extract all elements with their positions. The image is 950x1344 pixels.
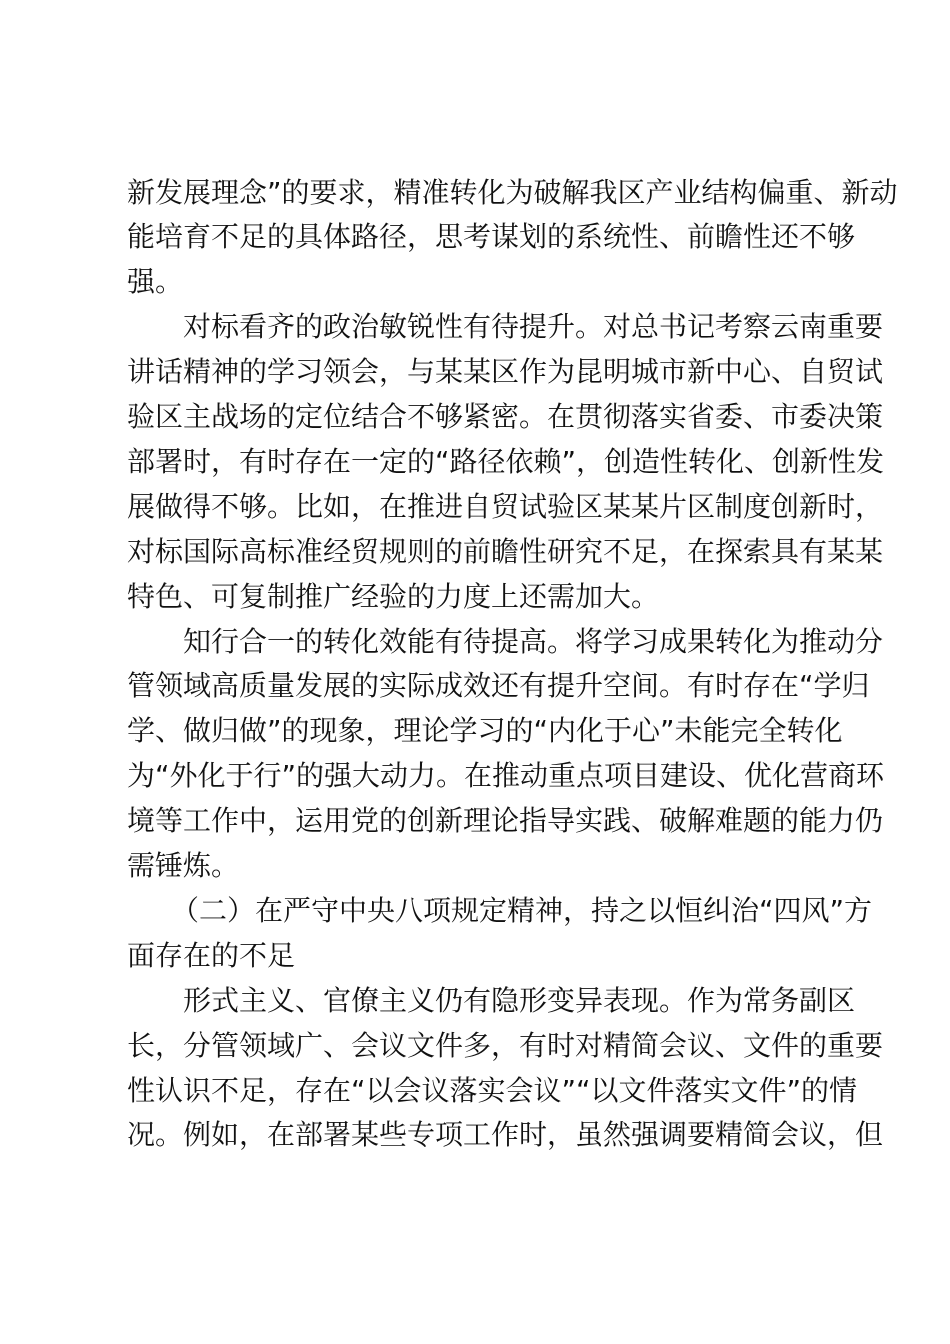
text-line: 性认识不足，存在“以会议落实会议”“以文件落实文件”的情	[127, 1074, 858, 1107]
section-heading-line: （二）在严守中央八项规定精神，持之以恒纠治“四风”方	[171, 894, 873, 927]
text-line: 管领域高质量发展的实际成效还有提升空间。有时存在“学归	[127, 669, 870, 702]
text-line: 部署时，有时存在一定的“路径依赖”，创造性转化、创新性发	[127, 445, 885, 478]
text-line: 长，分管领域广、会议文件多，有时对精简会议、文件的重要	[127, 1029, 884, 1062]
text-line: 学、做归做”的现象，理论学习的“内化于心”未能完全转化	[127, 714, 843, 747]
text-line: 需锤炼。	[127, 849, 240, 882]
paragraph-start-line: 形式主义、官僚主义仍有隐形变异表现。作为常务副区	[183, 984, 856, 1017]
text-line: 新发展理念”的要求，精准转化为破解我区产业结构偏重、新动	[127, 176, 898, 209]
text-line: 对标国际高标准经贸规则的前瞻性研究不足，在探索具有某某	[127, 535, 884, 568]
text-line: 展做得不够。比如，在推进自贸试验区某某片区制度创新时，	[127, 490, 884, 523]
text-line: 能培育不足的具体路径，思考谋划的系统性、前瞻性还不够	[127, 220, 856, 253]
text-line: 境等工作中，运用党的创新理论指导实践、破解难题的能力仍	[127, 804, 884, 837]
text-line: 讲话精神的学习领会，与某某区作为昆明城市新中心、自贸试	[127, 355, 884, 388]
text-line: 强。	[127, 265, 184, 298]
text-line: 为“外化于行”的强大动力。在推动重点项目建设、优化营商环	[127, 759, 885, 792]
section-heading-line: 面存在的不足	[127, 939, 296, 972]
text-line: 特色、可复制推广经验的力度上还需加大。	[127, 580, 660, 613]
paragraph-start-line: 知行合一的转化效能有待提高。将学习成果转化为推动分	[183, 625, 884, 658]
paragraph-start-line: 对标看齐的政治敏锐性有待提升。对总书记考察云南重要	[183, 310, 884, 343]
text-line: 验区主战场的定位结合不够紧密。在贯彻落实省委、市委决策	[127, 400, 884, 433]
text-line: 况。例如，在部署某些专项工作时，虽然强调要精简会议，但	[127, 1118, 884, 1151]
